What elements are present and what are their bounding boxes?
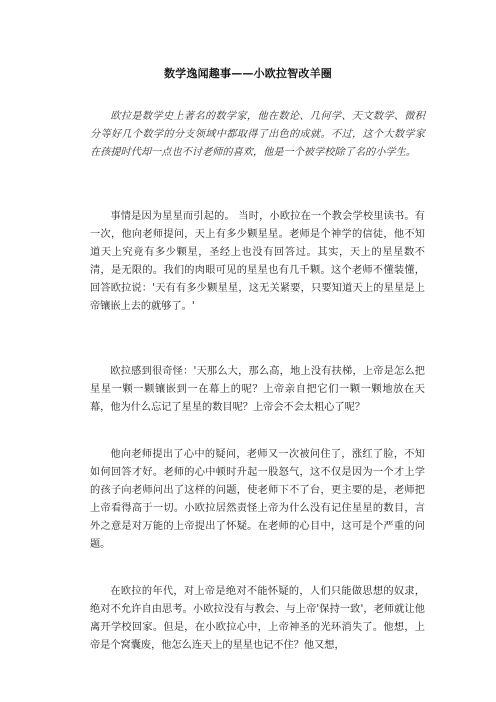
paragraph-era: 在欧拉的年代，对上帝是绝对不能怀疑的，人们只能做思想的奴隶，绝对不允许自由思考。小欧拉没有与教会、与上帝'保持一致'，老师就让他离开学校回家。但是，在小欧拉心中，上帝神圣的光环消失了。他想，上帝是个窝囊废，他怎么连天上的星星也记不住？他又想， <box>90 586 425 651</box>
paragraph-intro: 欧拉是数学史上著名的数学家，他在数论、几何学、天文数学、微积分等好几个数学的分支领域中都取得了出色的成就。不过，这个大数学家在孩提时代却一点也不讨老师的喜欢，他是一个被学校除了名的小学生。 <box>90 111 425 158</box>
paragraph-teacher-angry: 他向老师提出了心中的疑问，老师又一次被问住了，涨红了脸，不知如何回答才好。老师的心中顿时升起一股怒气，这不仅是因为一个才上学的孩子向老师问出了这样的问题，使老师下不了台，更主要的是，老师把上帝看得高于一切。小欧拉居然责怪上帝为什么没有记住星星的数目，言外之意是对万能的上帝提出了怀疑。在老师的心目中，这可是个严重的问题。 <box>90 449 425 550</box>
document-title: 数学逸闻趣事——小欧拉智改羊圈 <box>164 67 332 80</box>
paragraph-stars-question: 事情是因为星星而引起的。 当时，小欧拉在一个教会学校里读书。有一次，他向老师提问，天上有多少颗星星。老师是个神学的信徒，他不知道天上究竟有多少颗星，圣经上也没有回答过。其实，天上的星星数不清，是无限的。我们的肉眼可见的星星也有几千颗。这个老师不懂装懂，回答欧拉说：'天有有多少颗星星，这无关紧要，只要知道天上的星星是上帝镶嵌上去的就够了。' <box>90 211 425 312</box>
paragraph-euler-wonders: 欧拉感到很奇怪：'天那么大，那么高，地上没有扶梯，上帝是怎么把星星一颗一颗镶嵌到一在幕上的呢？上帝亲自把它们一颗一颗地放在天幕，他为什么忘记了星星的数目呢？上帝会不会太粗心了呢？ <box>90 366 425 413</box>
